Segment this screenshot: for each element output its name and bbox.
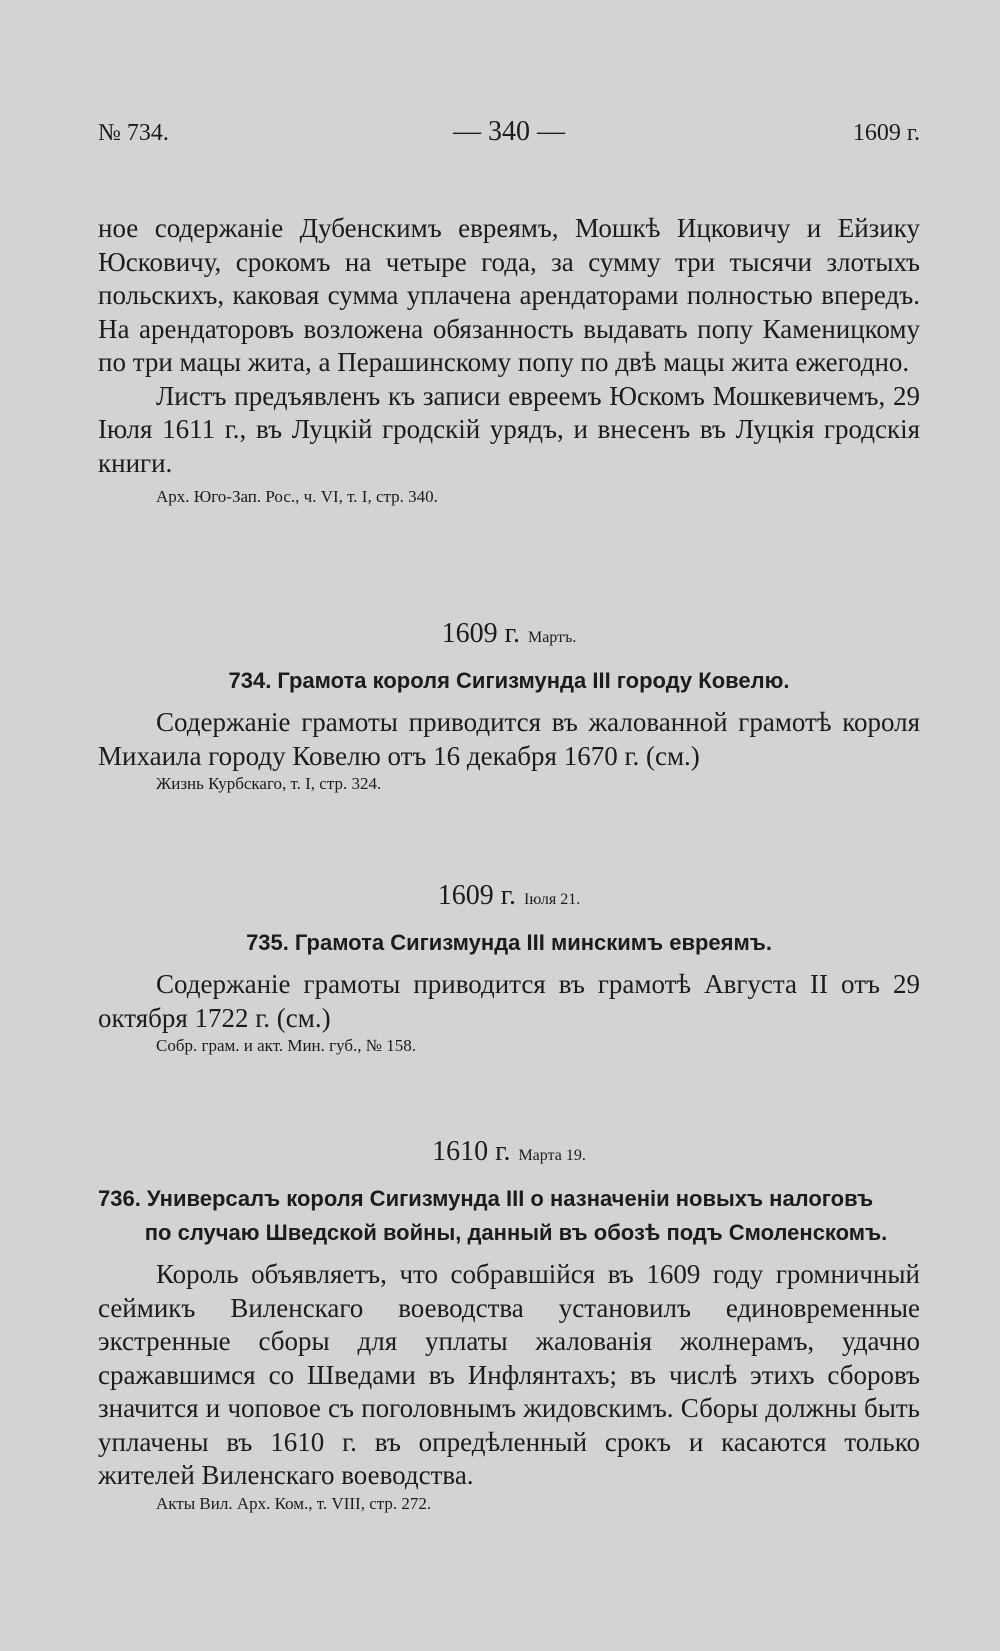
header-year: 1609 г. — [852, 120, 920, 146]
source-citation: Жизнь Курбскаго, т. I, стр. 324. — [156, 774, 382, 793]
entry-736 — [98, 1134, 920, 1515]
continuation-paragraph: ное содержанiе Дубенскимъ евреямъ, Мошкѣ Ицковичу и Ейзику Юсковичу, срокомъ на четыре года, за сумму три тысячи злотыхъ польскихъ, каковая сумма уплачена арендаторами полностью впередъ. На арендаторовъ возложена обязанность выдавать попу Каменицкому по три мацы жита, а Перашинскому попу по двѣ мацы жита ежегодно. — [98, 213, 920, 377]
header-document-number: № 734. — [98, 120, 169, 146]
entry-number: 735. — [246, 930, 289, 955]
entry-month: Iюля 21. — [524, 891, 581, 908]
entry-title-text: Грамота короля Сигизмунда III городу Ковелю. — [277, 668, 790, 693]
entry-title — [98, 1182, 920, 1216]
entry-title-text: Грамота Сигизмунда III минскимъ евреямъ. — [294, 930, 772, 955]
entry-number: 734. — [228, 668, 272, 693]
entry-number: 736. — [98, 1186, 141, 1211]
entry-date — [98, 616, 920, 656]
entry-734 — [98, 616, 920, 795]
entry-date — [98, 1134, 920, 1174]
source-citation: Акты Вил. Арх. Ком., т. VIII, стр. 272. — [156, 1493, 432, 1513]
entry-month: Марта 19. — [518, 1147, 586, 1164]
continuation-block — [98, 212, 920, 508]
entry-title-line-1: Универсалъ короля Сигизмунда III о назначенiи новыхъ налоговъ — [146, 1186, 874, 1211]
entry-title-line-2: по случаю Шведской войны, данный въ обозѣ подъ Смоленскомъ. — [144, 1220, 888, 1245]
entry-body: Содержанiе грамоты приводится въ грамотѣ Августа II отъ 29 октября 1722 г. (см.) — [98, 969, 920, 1033]
entry-title — [98, 926, 920, 960]
continuation-paragraph-2: Листъ предъявленъ къ записи евреемъ Юскомъ Мошкевичемъ, 29 Iюля 1611 г., въ Луцкiй гродскiй урядъ, и внесенъ въ Луцкiя гродскiя книги. — [98, 380, 920, 478]
entry-title — [98, 664, 920, 698]
source-citation: Арх. Юго-Зап. Рос., ч. VI, т. I, стр. 340. — [156, 487, 438, 506]
entry-year: 1610 г. — [432, 1136, 511, 1167]
source-citation: Собр. грам. и акт. Мин. губ., № 158. — [156, 1036, 417, 1055]
entry-body: Король объявляетъ, что собравшiйся въ 1609 году громничный сеймикъ Виленскаго воеводства установилъ единовременные экстренные сборы для уплаты жалованiя жолнерамъ, удачно сражавшимся со Шведами въ Инфлянтахъ; въ числѣ этихъ сборовъ значится и чоповое съ поголовнымъ жидовскимъ. Сборы должны быть уплачены въ 1610 г. въ опредѣленный срокъ и касаются только жителей Виленскаго воеводства. — [98, 1259, 920, 1490]
entry-735 — [98, 878, 920, 1057]
running-header — [98, 116, 920, 160]
entry-year: 1609 г. — [441, 618, 520, 649]
entry-date — [98, 878, 920, 918]
page-number: — 340 — — [453, 116, 565, 147]
entry-body: Содержанiе грамоты приводится въ жалованной грамотѣ короля Михаила городу Ковелю отъ 16 декабря 1670 г. (см.) — [98, 707, 920, 771]
entry-year: 1609 г. — [437, 880, 517, 911]
entry-month: Мартъ. — [527, 629, 577, 646]
